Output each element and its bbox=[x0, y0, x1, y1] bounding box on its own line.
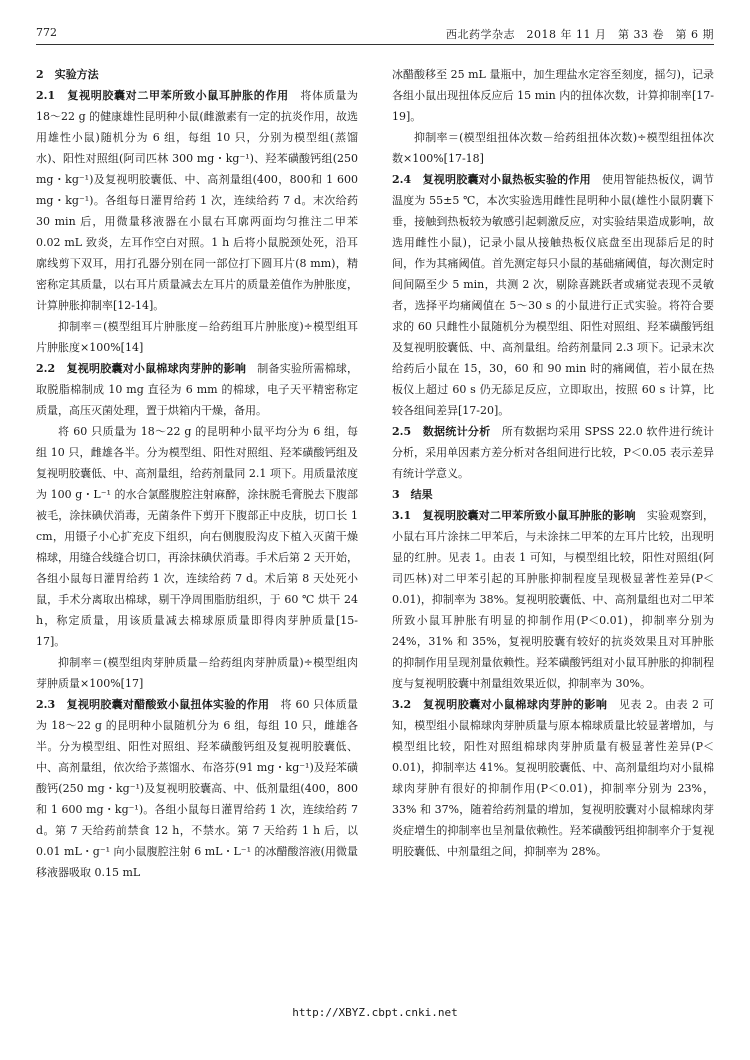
paragraph: 将 60 只质量为 18～22 g 的昆明种小鼠平均分为 6 组，每组 10 只，雌雄各半。分为模型组、阳性对照组、羟苯磺酸钙组及复视明胶囊低、中、高剂量组，给药剂量同 2.1 项下。用质量浓度为 100 g・L⁻¹ 的水合氯醛腹腔注射麻醉，涂抹脱毛膏脱去下腹部被毛，涂抹碘伏消毒，无菌条件下剪开下腹部正中皮肤，切口长 1 cm，用镊子小心扩充皮下组织，向右侧腹股沟皮下植入灭菌干燥棉球，用缝合线缝合切口，再涂抹碘伏消毒。手术后第 2 天开始，各组小鼠每日灌胃给药 1 次，连续给药 7 d。术后第 8 天处死小鼠，手术分离取出棉球，剔干净周围脂肪组织，于 60 ℃ 烘干 24 h，称定质量，用该质量减去棉球原质量即得肉芽肿质量[15-17]。 bbox=[36, 425, 358, 648]
paragraph-continued: 冰醋酸移至 25 mL 量瓶中，加生理盐水定容至刻度，摇匀)，记录各组小鼠出现扭体反应后 15 min 内的扭体次数，计算抑制率[17-19]。 bbox=[392, 68, 714, 123]
formula: 抑制率＝(模型组耳片肿胀度－给药组耳片肿胀度)÷模型组耳片肿胀度×100%[14] bbox=[36, 320, 358, 354]
subsection bbox=[392, 421, 714, 484]
subsection-body: 所有数据均采用 SPSS 22.0 软件进行统计分析，采用单因素方差分析对各组间进行比较，P＜0.05 表示差异有统计学意义。 bbox=[392, 425, 715, 480]
subsection-heading: 3.2 复视明胶囊对小鼠棉球肉芽肿的影响 bbox=[392, 698, 608, 711]
subsection-body: 制备实验所需棉球，取脱脂棉制成 10 mg 直径为 6 mm 的棉球，电子天平精密称定质量，高压灭菌处理，置于烘箱内干燥，备用。 bbox=[36, 362, 358, 417]
subsection-heading: 2.2 复视明胶囊对小鼠棉球肉芽肿的影响 bbox=[36, 362, 247, 375]
subsection-heading: 2.1 复视明胶囊对二甲苯所致小鼠耳肿胀的作用 bbox=[36, 89, 289, 102]
journal-url: http://XBYZ.cbpt.cnki.net bbox=[292, 1006, 458, 1019]
subsection bbox=[36, 694, 358, 883]
subsection-body: 将 60 只体质量为 18～22 g 的昆明种小鼠随机分为 6 组，每组 10 只，雌雄各半。分为模型组、阳性对照组、羟苯磺酸钙组及复视明胶囊低、中、高剂量组，依次给予蒸馏水、布洛芬(91 mg・kg⁻¹)及羟苯磺酸钙(250 mg・kg⁻¹)及复视明胶囊高、中、低剂量组(400，800 和 1 600 mg・kg⁻¹)。各组小鼠每日灌胃给药 1 次，连续给药 7 d。第 7 天给药前禁食 12 h，不禁水。第 7 天给药 1 h 后，以 0.01 mL・g⁻¹ 向小鼠腹腔注射 6 mL・L⁻¹ 的冰醋酸溶液(用微量移液器吸取 0.15 mL bbox=[36, 698, 358, 879]
subsection-heading: 2.4 复视明胶囊对小鼠热板实验的作用 bbox=[392, 173, 591, 186]
left-column bbox=[36, 64, 358, 883]
subsection-body: 实验观察到，小鼠右耳片涂抹二甲苯后，与未涂抹二甲苯的左耳片比较，出现明显的红肿。见表 1。由表 1 可知，与模型组比较，阳性对照组(阿司匹林)对二甲苯引起的耳肿胀抑制程度呈现极显著性差异(P＜0.01)，抑制率为 38%。复视明胶囊低、中、高剂量组也对二甲苯所致小鼠耳肿胀有明显的抑制作用(P＜0.01)，抑制率分别为 24%，31% 和 35%，复视明胶囊有较好的抗炎效果且对耳肿胀的抑制作用呈现剂量依赖性。羟苯磺酸钙组对小鼠耳肿胀的抑制程度与复视明胶囊中剂量组效果近似，抑制率为 30%。 bbox=[392, 509, 715, 690]
subsection-body: 见表 2。由表 2 可知，模型组小鼠棉球肉芽肿质量与原本棉球质量比较显著增加，与模型组比较，阳性对照组棉球肉芽肿质量有极显著性差异(P＜0.01)，抑制率达 41%。复视明胶囊低、中、高剂量组均对小鼠棉球肉芽肿有很好的抑制作用(P＜0.01)，抑制率分别为 23%，33% 和 37%，随着给药剂量的增加，复视明胶囊对小鼠棉球肉芽炎症增生的抑制率也呈剂量依赖性。羟苯磺酸钙组抑制率介于复视明胶囊低、中剂量组之间，抑制率为 28%。 bbox=[392, 698, 714, 858]
subsection-heading: 2.3 复视明胶囊对醋酸致小鼠扭体实验的作用 bbox=[36, 698, 270, 711]
page-number: 772 bbox=[36, 26, 57, 39]
subsection bbox=[392, 169, 714, 421]
formula: 抑制率＝(模型组扭体次数－给药组扭体次数)÷模型组扭体次数×100%[17-18] bbox=[392, 131, 714, 165]
page-header bbox=[36, 22, 714, 44]
formula: 抑制率＝(模型组肉芽肿质量－给药组肉芽肿质量)÷模型组肉芽肿质量×100%[17] bbox=[36, 656, 358, 690]
subsection-heading: 3.1 复视明胶囊对二甲苯所致小鼠耳肿胀的影响 bbox=[392, 509, 636, 522]
subsection-body: 使用智能热板仪，调节温度为 55±5 ℃，本次实验选用雌性昆明种小鼠(雄性小鼠阴囊下垂，接触到热板较为敏感引起刺激反应，对实验结果造成影响，故选用雌性小鼠)，记录小鼠从接触热板仪底盘至出现舔后足的时间，作为其痛阈值。首先测定每只小鼠的基础痛阈值，每次测定时间间隔至少 5 min，共测 2 次，剔除喜跳跃者或痛觉表现不灵敏者，选择平均痛阈值在 5～30 s 的小鼠进行正式实验。将符合要求的 60 只雌性小鼠随机分为模型组、阳性对照组、羟苯磺酸钙组及复视明胶囊低、中、高剂量组。给药剂量同 2.3 项下。记录末次给药后小鼠在 15，30，60 和 90 min 时的痛阈值，若小鼠在热板仪上超过 60 s 仍无舔足反应，立即取出，按照 60 s 计算，比较各组间差异[17-20]。 bbox=[392, 173, 714, 417]
section-heading: 2 实验方法 bbox=[36, 68, 99, 81]
header-rule bbox=[36, 44, 714, 45]
journal-running-head: 西北药学杂志 2018 年 11 月 第 33 卷 第 6 期 bbox=[446, 28, 714, 41]
subsection-body: 将体质量为 18～22 g 的健康雄性昆明种小鼠(雌激素有一定的抗炎作用，故选用雄性小鼠)随机分为 6 组，每组 10 只，分别为模型组(蒸馏水)、阳性对照组(阿司匹林 300 mg・kg⁻¹)、羟苯磺酸钙组(250 mg・kg⁻¹)及复视明胶囊低、中、高剂量组(400，800和 1 600 mg・kg⁻¹)。各组每日灌胃给药 1 次，连续给药 7 d。末次给药 30 min 后，用微量移液器在小鼠右耳廓两面均匀推注二甲苯 0.02 mL 致炎，左耳作空白对照。1 h 后将小鼠脱颈处死，沿耳廓线剪下双耳，用打孔器分别在同一部位打下圆耳片(8 mm)，精密称定其质量，以右耳片质量减去左耳片的质量差值作为肿胀度，计算肿胀抑制率[12-14]。 bbox=[36, 89, 359, 312]
section-heading: 3 结果 bbox=[392, 488, 433, 501]
subsection bbox=[392, 694, 714, 862]
right-column bbox=[392, 64, 714, 862]
subsection bbox=[36, 85, 358, 316]
subsection bbox=[392, 505, 714, 694]
subsection bbox=[36, 358, 358, 421]
subsection-heading: 2.5 数据统计分析 bbox=[392, 425, 491, 438]
